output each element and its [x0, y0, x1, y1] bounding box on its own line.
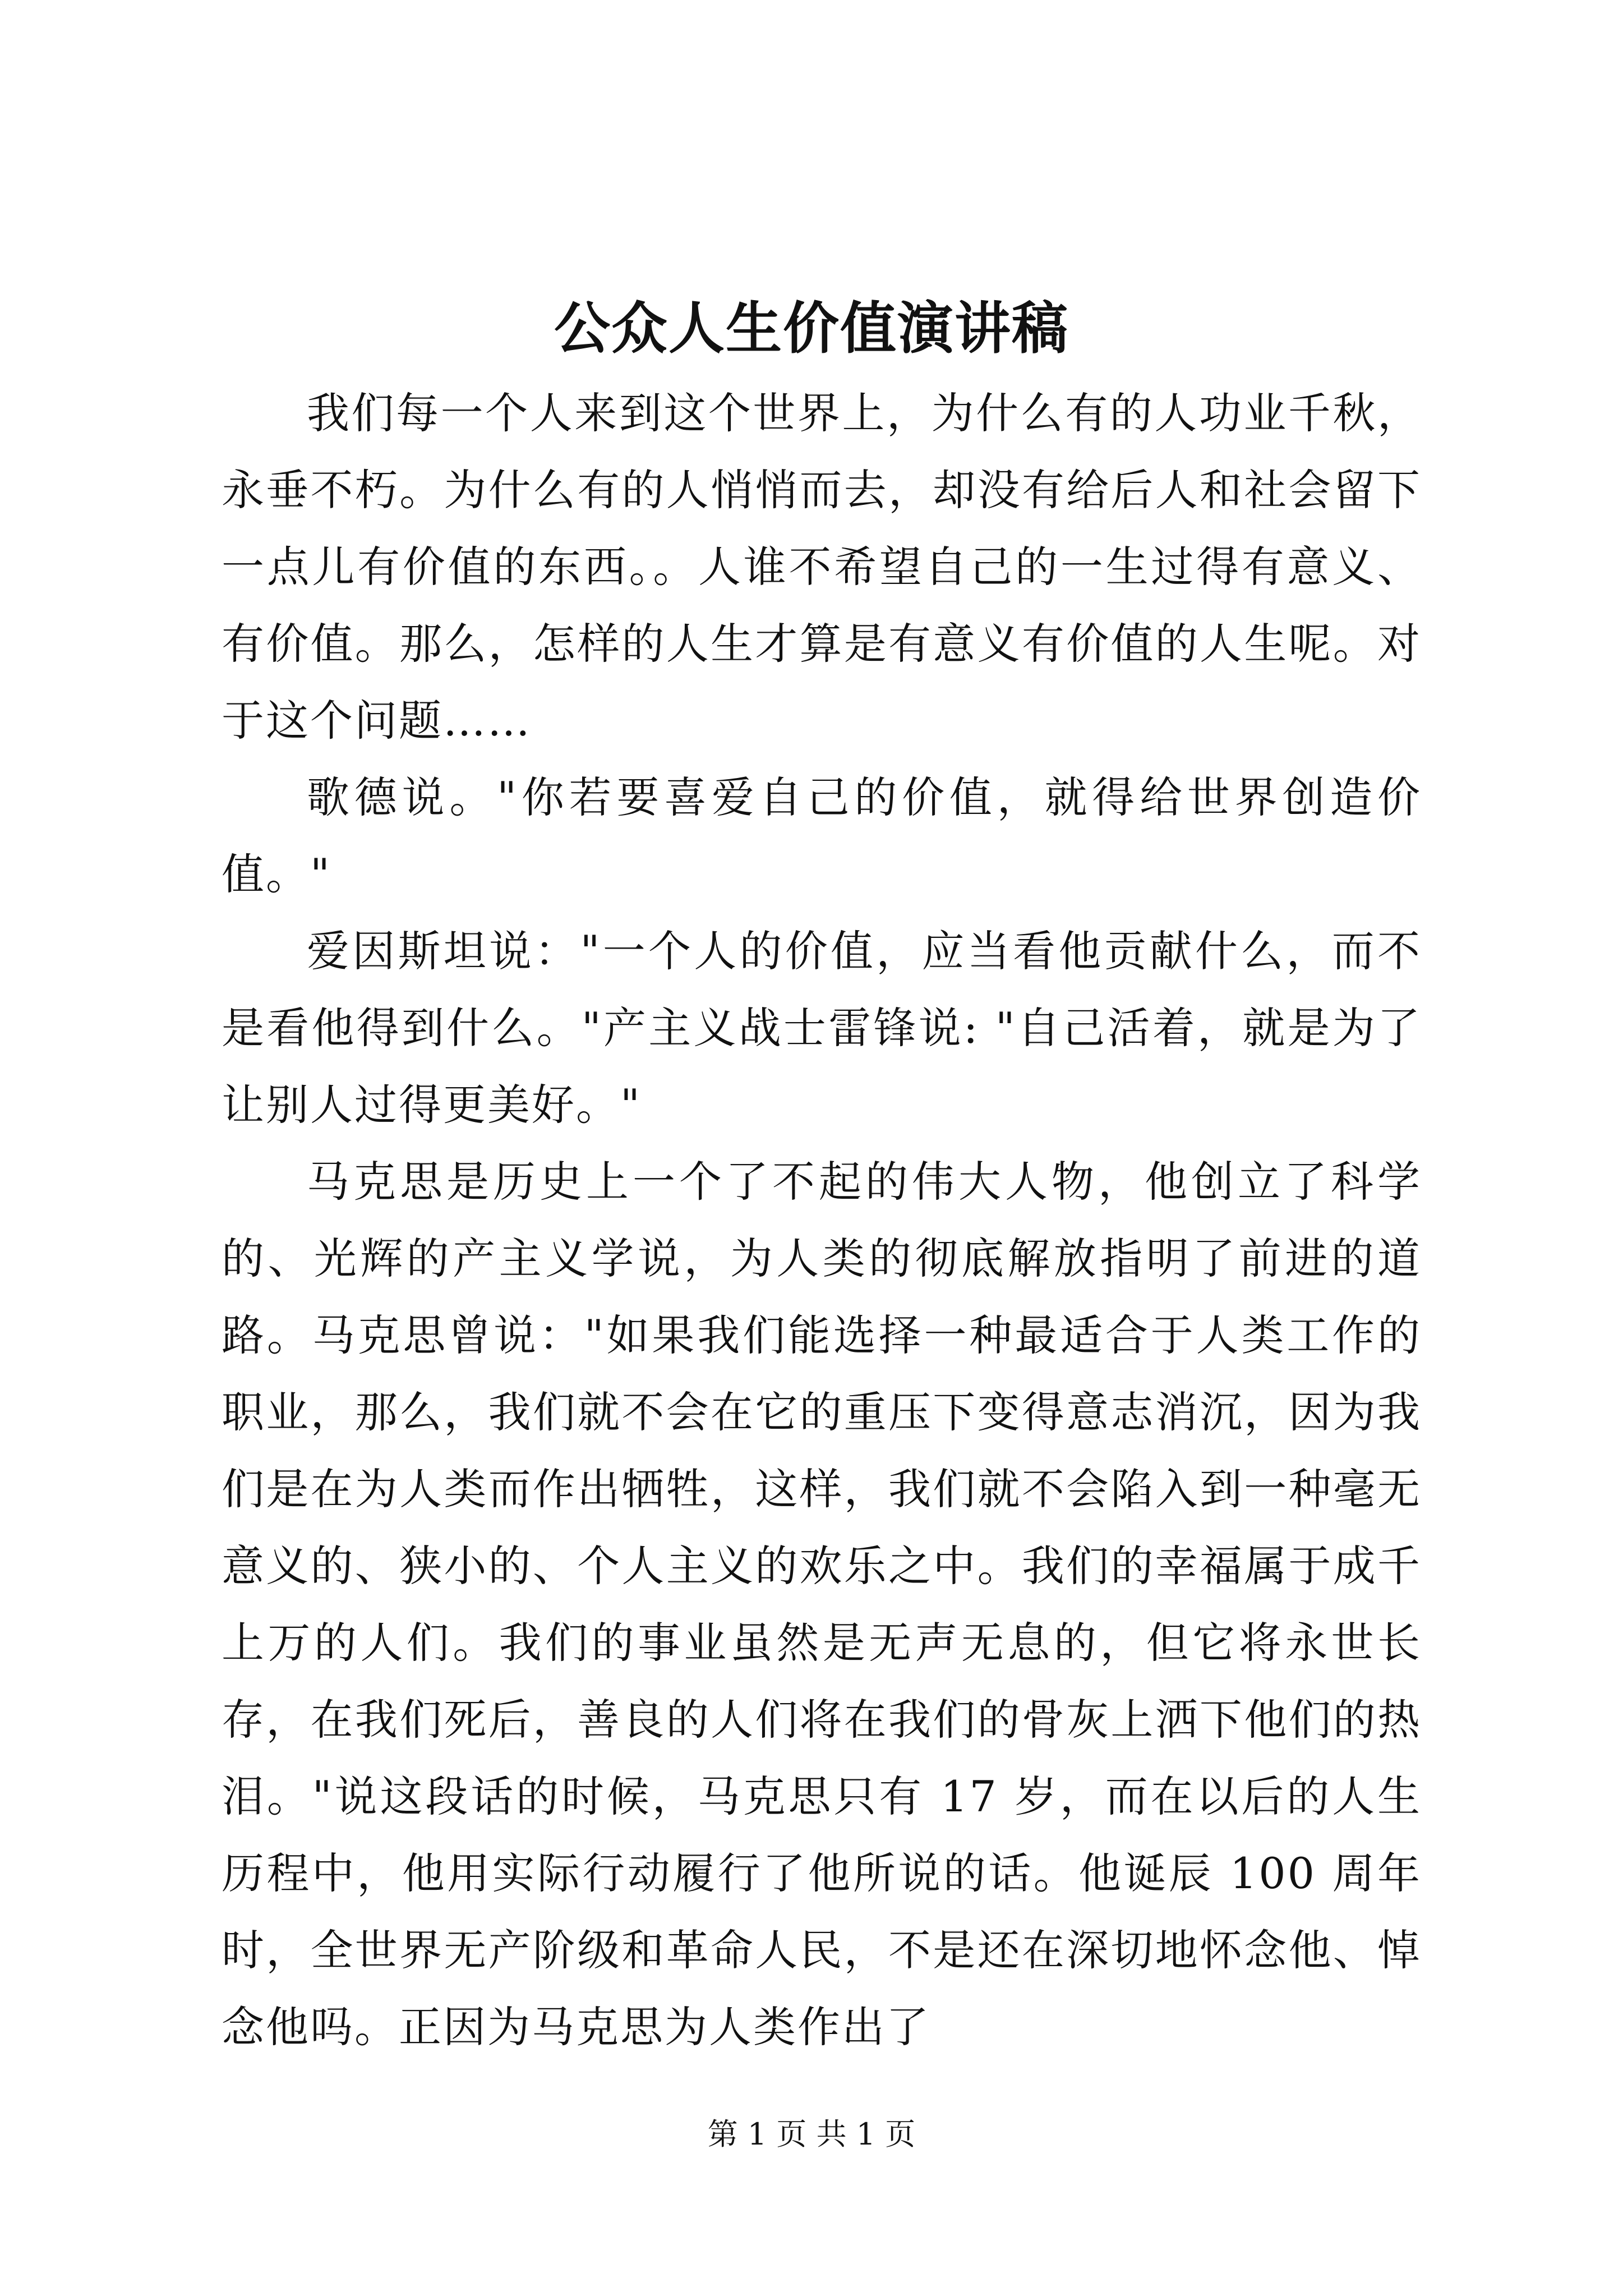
paragraph-2: 歌德说。"你若要喜爱自己的价值，就得给世界创造价值。"	[222, 772, 1422, 899]
document-body	[222, 375, 1422, 2065]
paragraph-1: 我们每一个人来到这个世界上，为什么有的人功业千秋，永垂不朽。为什么有的人悄悄而去，却没有给后人和社会留下一点儿有价值的东西。。人谁不希望自己的一生过得有意义、有价值。那么，怎样的人生才算是有意义有价值的人生呢。对于这个问题……	[222, 388, 1422, 746]
paragraph-3: 爱因斯坦说："一个人的价值，应当看他贡献什么，而不是看他得到什么。"产主义战士雷锋说: "自己活着，就是为了让别人过得更美好。"	[222, 926, 1422, 1130]
document-title: 公众人生价值演讲稿	[554, 295, 1069, 361]
page-footer	[0, 2115, 1623, 2154]
paragraph-4: 马克思是历史上一个了不起的伟大人物，他创立了科学的、光辉的产主义学说，为人类的彻底解放指明了前进的道路。马克思曾说："如果我们能选择一种最适合于人类工作的职业，那么，我们就不会在它的重压下变得意志消沉，因为我们是在为人类而作出牺牲，这样，我们就不会陷入到一种毫无意义的、狭小的、个人主义的欢乐之中。我们的幸福属于成千上万的人们。我们的事业虽然是无声无息的，但它将永世长存，在我们死后，善良的人们将在我们的骨灰上洒下他们的热泪。"说这段话的时候，马克思只有 17 岁，而在以后的人生历程中，他用实际行动履行了他所说的话。他诞辰 100 周年时，全世界无产阶级和革命人民，不是还在深切地怀念他、悼念他吗。正因为马克思为人类作出了	[222, 1157, 1422, 2052]
page-number: 第 1 页 共 1 页	[707, 2116, 916, 2152]
